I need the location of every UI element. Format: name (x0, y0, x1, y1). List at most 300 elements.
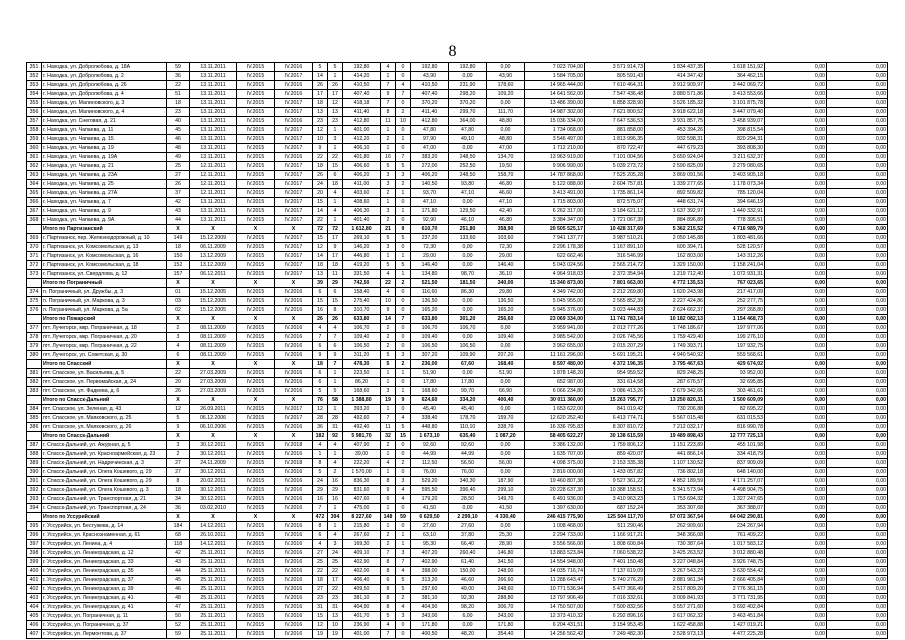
table-cell: IV.2015 (237, 567, 275, 576)
table-cell: 93,70 (411, 189, 449, 198)
table-cell: 448,80 (411, 423, 449, 432)
table-cell: 1 433 057,82 (585, 468, 645, 477)
table-cell: 2 (396, 360, 411, 369)
table-cell: IV.2016 (275, 288, 313, 297)
table-cell: 0,00 (449, 261, 487, 270)
table-cell: IV.2016 (275, 549, 313, 558)
table-cell: 622 662,46 (525, 252, 585, 261)
table-cell: пгт. Спасское, ул. Фадеева, д. 6 (42, 387, 167, 396)
table-cell: 45,40 (411, 405, 449, 414)
table-cell: 4 (313, 540, 328, 549)
table-cell: 171,80 (411, 207, 449, 216)
table-cell: 3 571 914,73 (585, 63, 645, 72)
table-cell: 23 (313, 117, 328, 126)
table-cell: IV.2017 (275, 414, 313, 423)
table-cell: 299,10 (487, 486, 525, 495)
table-cell: 12 (313, 621, 328, 630)
table-cell: IV.2016 (275, 324, 313, 333)
table-cell: г. Находка, ул. Чапаева, д. 19 (42, 144, 167, 153)
housing-register-table (26, 62, 888, 639)
table-cell: 1 500 609,09 (705, 396, 765, 405)
table-cell: 1 (396, 531, 411, 540)
table-cell: X (275, 360, 313, 369)
table-cell: 51 (167, 90, 190, 99)
table-cell: 17,80 (411, 378, 449, 387)
table-cell: 2 296 178,38 (525, 243, 585, 252)
table-row (27, 297, 888, 306)
table-cell: 0,00 (827, 522, 888, 531)
table-cell: 297 268,80 (705, 306, 765, 315)
table-cell: 2 153 335,38 (585, 459, 645, 468)
table-cell: 1 (328, 405, 343, 414)
table-cell: 829 248,25 (645, 369, 705, 378)
table-cell: 2 050 145,88 (645, 234, 705, 243)
table-cell: 129,50 (449, 207, 487, 216)
table-cell: 0,00 (449, 198, 487, 207)
table-cell: 2 299,10 (449, 513, 487, 522)
table-cell: 21 (381, 225, 396, 234)
table-cell: 0,00 (449, 333, 487, 342)
table-cell: 0 (396, 297, 411, 306)
table-cell: 0 (396, 144, 411, 153)
table-cell: 18 (313, 261, 328, 270)
table-cell: г. Партизанск, ул. Свердлова, д. 12 (42, 270, 167, 279)
table-cell: 2 517 809,20 (645, 585, 705, 594)
table-cell: 30.12.2011 (190, 450, 237, 459)
table-cell: 10 (328, 621, 343, 630)
table-cell: 0,00 (765, 585, 827, 594)
table-cell: 338,40 (411, 414, 449, 423)
table-cell: 0,00 (827, 603, 888, 612)
table-cell: 0,00 (827, 144, 888, 153)
table-row (27, 567, 888, 576)
table-cell: 12 620 252,40 (525, 414, 585, 423)
table-cell: 340,00 (487, 279, 525, 288)
table-cell: 3 (381, 171, 396, 180)
table-cell: 44,99 (411, 450, 449, 459)
table-cell: 1 (396, 387, 411, 396)
table-cell: 0,00 (765, 297, 827, 306)
table-cell: 0,00 (449, 144, 487, 153)
table-cell: 3 (167, 441, 190, 450)
table-cell: 08.11.2009 (190, 342, 237, 351)
table-cell: 0,00 (765, 279, 827, 288)
table-cell: 0,00 (449, 72, 487, 81)
table-row (27, 486, 888, 495)
table-cell: 371 (27, 252, 42, 261)
table-cell: 76,00 (449, 468, 487, 477)
table-cell: 3 931 857,75 (645, 117, 705, 126)
table-cell: г. Находка, ул. Чапаева, д. 19А (42, 153, 167, 162)
table-cell: IV.2015 (237, 162, 275, 171)
table-cell: 412,80 (411, 117, 449, 126)
table-cell: X (190, 360, 237, 369)
table-cell: 1 397 630,00 (525, 504, 585, 513)
table-cell: 0,00 (827, 189, 888, 198)
table-cell: 0,00 (765, 216, 827, 225)
table-cell: 19,50 (487, 162, 525, 171)
table-cell: 59 (167, 630, 190, 639)
table-cell: 109,20 (487, 90, 525, 99)
table-cell: 26 (313, 81, 328, 90)
table-cell: 9 (396, 396, 411, 405)
table-cell: 5 341 573,94 (645, 486, 705, 495)
table-cell: 13.11.2011 (190, 198, 237, 207)
table-cell: 0 (396, 378, 411, 387)
table-cell: 4 (328, 531, 343, 540)
table-cell: 805 591,43 (585, 72, 645, 81)
table-cell: 0,00 (765, 468, 827, 477)
table-cell: 269,10 (343, 234, 381, 243)
table-cell: 0,00 (765, 387, 827, 396)
table-cell: Итого по Партизанский (42, 225, 167, 234)
table-cell: 11 (328, 270, 343, 279)
table-cell: 15 340 873,00 (525, 279, 585, 288)
table-cell: X (275, 396, 313, 405)
table-cell: 411,40 (411, 108, 449, 117)
table-cell: 7 (328, 360, 343, 369)
table-cell: 341,50 (487, 558, 525, 567)
table-cell: 46 (167, 585, 190, 594)
table-cell: 15 263 795,77 (585, 396, 645, 405)
table-cell: 453 394,26 (645, 126, 705, 135)
table-cell: 5 (396, 585, 411, 594)
table-cell: 410,50 (343, 81, 381, 90)
table-cell: 5 981,70 (343, 432, 381, 441)
table-cell: 6 (328, 288, 343, 297)
table-cell: 378 (27, 333, 42, 342)
table-cell: 3 985 542,00 (525, 333, 585, 342)
table-cell: 742,50 (343, 279, 381, 288)
table-cell: IV.2015 (237, 531, 275, 540)
table-cell: г. Находка, ул. Снеговая, д. 21 (42, 117, 167, 126)
table-cell: 0,00 (827, 360, 888, 369)
table-cell: г. Находка, ул. Чапаева, д. 7 (42, 198, 167, 207)
table-cell: 0,00 (765, 234, 827, 243)
table-cell: 1 166 917,21 (585, 531, 645, 540)
table-cell: 359 (27, 135, 42, 144)
table-cell: 0,00 (827, 450, 888, 459)
table-cell: 736 802,18 (645, 468, 705, 477)
table-cell: 401,70 (343, 612, 381, 621)
table-cell: 44,99 (449, 450, 487, 459)
table-cell: 4 477 225,28 (705, 630, 765, 639)
table-cell: 08.11.2009 (190, 351, 237, 360)
table-cell: 95,30 (411, 540, 449, 549)
table-cell: 37,80 (449, 531, 487, 540)
table-cell: 192,80 (411, 63, 449, 72)
table-cell: 1 748 186,67 (645, 324, 705, 333)
table-cell: 248,50 (449, 171, 487, 180)
table-cell: 0,00 (827, 621, 888, 630)
table-cell: IV.2015 (237, 504, 275, 513)
table-cell: 399 (27, 558, 42, 567)
table-cell: 0,00 (765, 153, 827, 162)
table-cell: 109,90 (449, 351, 487, 360)
table-cell: 521,50 (411, 279, 449, 288)
table-cell: 0,00 (765, 630, 827, 639)
table-cell: 7 (381, 99, 396, 108)
table-cell: г. Партизанск, ул. Комсомольская, д. 13 (42, 243, 167, 252)
table-cell: 7 941 137,77 (525, 234, 585, 243)
table-row (27, 117, 888, 126)
table-cell: 48 (167, 144, 190, 153)
table-cell: 46,60 (487, 189, 525, 198)
table-cell: 2 (167, 324, 190, 333)
table-cell: 3 546 497,00 (525, 135, 585, 144)
table-cell: 06.12.2006 (190, 414, 237, 423)
subtotal-row (27, 432, 888, 441)
table-cell: 47,10 (487, 198, 525, 207)
table-cell: 106,50 (343, 342, 381, 351)
table-cell: 7 137 619,09 (585, 567, 645, 576)
table-cell: 407,90 (343, 441, 381, 450)
table-cell: 2 881 961,34 (645, 576, 705, 585)
table-cell: 0,00 (765, 558, 827, 567)
table-cell: IV.2015 (237, 450, 275, 459)
table-cell: 12.11.2011 (190, 189, 237, 198)
table-cell: 0,00 (487, 405, 525, 414)
table-cell: 7 (396, 153, 411, 162)
table-cell: 385 (27, 414, 42, 423)
table-cell: 7 547 436,48 (585, 90, 645, 99)
table-cell: 3 962 655,00 (525, 342, 585, 351)
table-cell: 361 (27, 153, 42, 162)
table-cell: 363 (27, 171, 42, 180)
table-cell: 6 066 234,80 (525, 387, 585, 396)
table-cell: IV.2016 (275, 450, 313, 459)
table-cell: 2 816 000,00 (525, 468, 585, 477)
table-cell: г. Уссурийск, ул. Ленина, д. 4 (42, 540, 167, 549)
table-cell: 0,00 (765, 306, 827, 315)
table-cell: 5 (313, 468, 328, 477)
table-cell: 92,90 (411, 216, 449, 225)
table-cell: 396,40 (449, 486, 487, 495)
subtotal-row (27, 360, 888, 369)
table-cell: 13 963 919,00 (525, 153, 585, 162)
table-cell: 5 (313, 387, 328, 396)
table-cell: 46,80 (487, 180, 525, 189)
table-cell: IV.2017 (275, 198, 313, 207)
table-cell: 0,00 (827, 306, 888, 315)
table-cell: 1 (396, 207, 411, 216)
table-cell: 8 (381, 108, 396, 117)
table-cell: IV.2015 (237, 324, 275, 333)
table-cell: IV.2015 (237, 414, 275, 423)
table-cell: 9 (167, 423, 190, 432)
table-cell: 13.11.2011 (190, 63, 237, 72)
table-cell: 9 (381, 90, 396, 99)
table-row (27, 495, 888, 504)
table-cell: 0,00 (827, 198, 888, 207)
table-cell: 12.11.2011 (190, 171, 237, 180)
table-cell: 379 (27, 342, 42, 351)
table-cell: 5 (381, 360, 396, 369)
table-cell: 112,50 (411, 459, 449, 468)
table-cell: 366 (27, 198, 42, 207)
table-cell: Итого по Пожарский (42, 315, 167, 324)
table-cell: 6 629,50 (411, 513, 449, 522)
table-cell: 1 339 277,65 (645, 180, 705, 189)
table-cell: 0,00 (765, 459, 827, 468)
table-cell: 14.12.2011 (190, 522, 237, 531)
table-cell: 72 (328, 225, 343, 234)
table-cell: 168,40 (487, 360, 525, 369)
table-cell: 0,00 (765, 171, 827, 180)
subtotal-row (27, 225, 888, 234)
table-cell: 31 (313, 603, 328, 612)
table-cell: г. Находка, ул. Малиновского, д. 4 (42, 108, 167, 117)
table-cell: 272,00 (411, 162, 449, 171)
table-cell: 409,10 (343, 549, 381, 558)
table-cell: 3 (396, 171, 411, 180)
table-cell: IV.2015 (237, 270, 275, 279)
table-cell: 15 (328, 297, 343, 306)
table-cell: 1 753 694,32 (645, 495, 705, 504)
table-cell: 47 (167, 603, 190, 612)
table-cell: 5 (313, 63, 328, 72)
table-row (27, 324, 888, 333)
table-cell: 3 (396, 477, 411, 486)
table-cell: 0,00 (765, 72, 827, 81)
table-cell: IV.2015 (237, 441, 275, 450)
table-cell: 364 462,15 (705, 72, 765, 81)
table-cell: 13.11.2011 (190, 108, 237, 117)
table-cell: 2 565 852,39 (585, 297, 645, 306)
table-cell: 8 (381, 477, 396, 486)
table-cell: 13 883 523,84 (525, 549, 585, 558)
table-cell: 3 771 731,95 (705, 594, 765, 603)
table-cell: 5 691 195,21 (585, 351, 645, 360)
table-cell: 1 158 241,04 (705, 261, 765, 270)
table-cell: 20 (313, 189, 328, 198)
table-cell: 356 (27, 108, 42, 117)
table-cell: 181,50 (449, 279, 487, 288)
table-cell: 134,80 (411, 270, 449, 279)
table-cell: 5 (167, 414, 190, 423)
table-cell: 51,90 (487, 369, 525, 378)
table-cell: IV.2015 (237, 540, 275, 549)
table-cell: 10 388 158,51 (585, 486, 645, 495)
table-cell: 15 (328, 162, 343, 171)
table-cell: 0,00 (765, 207, 827, 216)
table-cell: 455 101,98 (705, 441, 765, 450)
table-cell: 3 384 347,00 (525, 216, 585, 225)
table-cell: 17 (328, 234, 343, 243)
table-cell: 106,70 (449, 324, 487, 333)
table-cell: 1 570,00 (343, 468, 381, 477)
table-cell: 3 (381, 207, 396, 216)
table-cell: 392 (27, 486, 42, 495)
table-cell: 287 676,57 (645, 378, 705, 387)
table-cell: 61,40 (449, 558, 487, 567)
table-cell: 1 (381, 504, 396, 513)
table-cell: 4 (328, 189, 343, 198)
table-cell: 0,00 (765, 261, 827, 270)
table-cell: 3 267 543,23 (645, 567, 705, 576)
table-cell: г. Уссурийск, ул. Краснознаменная, д. 61 (42, 531, 167, 540)
table-cell: 0,00 (765, 531, 827, 540)
table-cell: 414 347,42 (645, 72, 705, 81)
table-cell: 24 (313, 180, 328, 189)
table-cell: 404,90 (411, 603, 449, 612)
table-cell: 148 (381, 513, 396, 522)
table-cell: 3 912 909,97 (645, 81, 705, 90)
table-cell: IV.2016 (275, 558, 313, 567)
table-cell: 1 808 600,84 (585, 540, 645, 549)
table-cell: 0,00 (827, 315, 888, 324)
table-row (27, 99, 888, 108)
table-cell: 13.11.2011 (190, 135, 237, 144)
table-cell: 1 715 803,00 (525, 198, 585, 207)
table-cell: 381,10 (343, 594, 381, 603)
table-cell: 16 (313, 495, 328, 504)
table-cell: 2 (381, 540, 396, 549)
table-cell: 398 815,54 (705, 126, 765, 135)
table-row (27, 576, 888, 585)
table-cell: IV.2016 (275, 594, 313, 603)
table-cell: 8 (381, 558, 396, 567)
table-cell: 448 631,74 (645, 198, 705, 207)
table-cell: IV.2017 (275, 135, 313, 144)
table-cell: 3 880 571,86 (645, 90, 705, 99)
table-cell: 06.12.2011 (190, 270, 237, 279)
table-cell: 106,70 (411, 324, 449, 333)
table-cell: 362 (27, 162, 42, 171)
table-cell: 6 (313, 531, 328, 540)
table-cell: 1 (396, 540, 411, 549)
table-cell: 59 (167, 63, 190, 72)
table-cell: IV.2017 (275, 207, 313, 216)
table-cell: IV.2017 (275, 171, 313, 180)
table-cell: 27.03.2009 (190, 378, 237, 387)
table-cell: 262 909,60 (645, 522, 705, 531)
table-cell: 0,00 (487, 99, 525, 108)
table-cell: 25.11.2011 (190, 603, 237, 612)
table-cell: 375 (27, 297, 42, 306)
table-cell: Итого по Спасск-Дальний (42, 396, 167, 405)
table-cell: 5 (381, 234, 396, 243)
table-cell: 400 (27, 567, 42, 576)
table-cell: 275,40 (343, 297, 381, 306)
table-cell: 14 641 562,00 (525, 90, 585, 99)
table-cell: X (167, 360, 190, 369)
table-cell: IV.2015 (237, 261, 275, 270)
table-cell: Итого по Спасский (42, 360, 167, 369)
table-cell: 1 (381, 252, 396, 261)
table-cell: 27 (167, 171, 190, 180)
table-cell: 338,70 (487, 423, 525, 432)
table-cell: IV.2016 (275, 378, 313, 387)
table-cell: 511 290,46 (585, 522, 645, 531)
table-cell: 0 (396, 333, 411, 342)
table-cell: 48,20 (449, 630, 487, 639)
table-cell: 343,00 (487, 612, 525, 621)
table-cell: 377 (27, 324, 42, 333)
table-cell: 19 (313, 630, 328, 639)
table-cell: 66,40 (449, 540, 487, 549)
table-cell: 8 227,60 (343, 513, 381, 522)
table-cell: 29,00 (487, 252, 525, 261)
table-cell: X (167, 396, 190, 405)
table-cell: 4 (396, 414, 411, 423)
table-cell: пгт. Спасское, ул. Зеленая, д. 43 (42, 405, 167, 414)
table-cell: 389 (27, 459, 42, 468)
table-cell: 600 394,71 (645, 243, 705, 252)
table-cell: 406,60 (343, 162, 381, 171)
table-cell: 0,00 (827, 90, 888, 99)
table-cell: IV.2015 (237, 288, 275, 297)
